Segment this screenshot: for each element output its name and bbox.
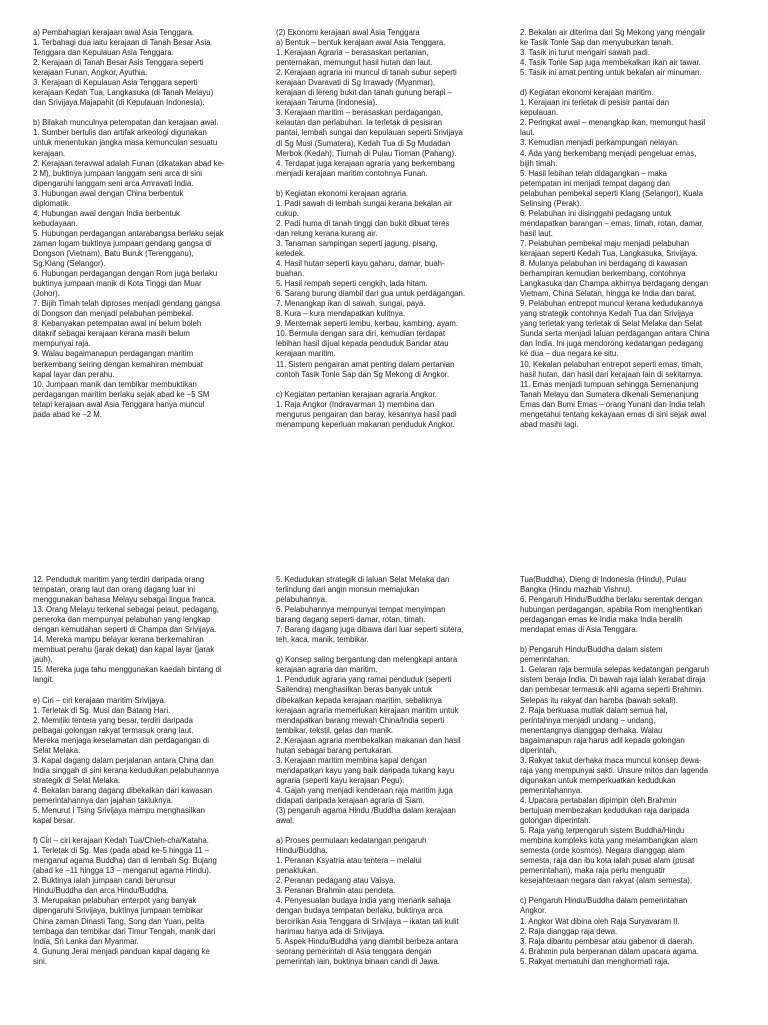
text-line: untuk menentukan jangka masa kemunculan sesuatu — [33, 138, 218, 148]
text-line: dipengaruhi Srivijaya, buktinya jumpaan tembikar — [33, 906, 203, 916]
text-line: semesta (orde kosmos). Negara dianggap alam — [520, 846, 685, 856]
text-line: 7. Barang dagang juga dibawa dari luar seperti sutera, — [276, 625, 464, 635]
text-line: 1. Padi sawah di lembah sungai kerana bekalan air — [276, 198, 453, 208]
text-line: 1. Kerajaan ini terletak di pesisir pantai dan — [520, 98, 670, 108]
text-line: 3. Kapal dagang dalam perjalanan antara China dan — [33, 755, 214, 765]
text-line: menganut agama Buddha) dan di lembah Sg. Bujang — [33, 856, 217, 866]
text-line: 5. Hasil rempah seperti cengkih, lada hitam. — [276, 279, 428, 289]
text-line: kesejahteraan negara dan rakyat (alam semesta). — [520, 876, 693, 886]
text-line: pemerintahan), maka raja perlu menguatir — [520, 866, 666, 876]
text-line: Mereka menjaga keselamatan dan perdagangan di — [33, 735, 209, 745]
text-line: laut. — [520, 128, 535, 138]
text-line: 4. Terdapat juga kerajaan agraria yang berkembang — [276, 158, 455, 168]
text-line: 1. Gelaran raja bermula selepas kedatangan pengaruh — [520, 665, 709, 675]
text-line: perintahnya menjadi undang – undang, — [520, 715, 656, 725]
text-line: raja yang mempunyai sakti. Unsure mitos dan lagenda — [520, 765, 709, 775]
text-line: 1. Peranan Ksyatria atau tentera – melalui — [276, 856, 422, 866]
paragraph — [276, 836, 504, 967]
text-line: dengan budaya tempatan berlaku, buktinya arca — [276, 906, 443, 916]
text-line: penternakan, memungut hasil hutan dan laut. — [276, 58, 433, 68]
paragraph — [33, 28, 261, 108]
text-line: (3) pengaruh agama Hindu /Buddha dalam kerajaan — [276, 806, 456, 816]
text-line: berkembang seiring dengan kemahiran membuat — [33, 359, 203, 369]
text-line: kepulauan. — [520, 108, 559, 118]
text-line: dibekalkan kepada kerajaan maritim, sebaliknya — [276, 695, 442, 705]
text-line: menjadi kerajaan maritim contohnya Funan. — [276, 168, 428, 178]
text-line: 5. Rakyat mematuhi dan menghormati raja. — [520, 956, 670, 966]
text-line: 2. Peranan pedagang atau Vaisya. — [276, 876, 396, 886]
text-line: di Dongson dan menjadi pelabuhan pembekal. — [33, 309, 194, 319]
text-line: teh, kaca, manik, tembikar. — [276, 635, 369, 645]
column-bottom-left — [33, 575, 261, 1025]
text-line: Langkasuka dan Champa akhirnya berdagang dengan — [520, 279, 709, 289]
text-line: 6. Pengaruh Hindu/Buddha berlaku serentak dengan — [520, 595, 703, 605]
text-line: Angkor. — [520, 906, 547, 916]
text-line: petempatan ini menjadi tempat dagang dan — [520, 178, 670, 188]
text-line: 11. Emas menjadi tumpuan sehingga Semenanjung — [520, 379, 699, 389]
text-line: 2. Padi huma di tanah tinggi dan bukit dibuat teres — [276, 218, 450, 228]
text-line: mendapatkan kayu yang baik daripada tukang kayu — [276, 765, 455, 775]
text-line: India, Sri Lanka dan Myanmar. — [33, 936, 139, 946]
text-line: bercirikan Asia Tenggara di Srivijaya – ikatan tali kulit — [276, 916, 459, 926]
text-line: mendapat emas di Asia Tenggara. — [520, 625, 638, 635]
text-line: 3. Raja dibantu pembesar atau gabenor di daerah. — [520, 936, 695, 946]
text-line: (Johor). — [33, 289, 60, 299]
text-line: zaman logam buktinya jumpaan gendang gangsa di — [33, 238, 212, 248]
text-line: pantai, lembah sungai dan kepulauan seperti Srivijaya — [276, 128, 463, 138]
text-line: kerajaan seperti Kedah Tua, Langkasuka, Srivijaya. — [520, 248, 698, 258]
text-line: pelbagai golongan rakyat termasuk orang laut. — [33, 725, 194, 735]
text-line: Hindu/Buddha dan arca Hindu/Buddha. — [33, 886, 169, 896]
text-line: peneroka dan mempunyai pelabuhan yang lengkap — [33, 615, 211, 625]
text-line: b) Bilakah munculnya petempatan dan kerajaan awal. — [33, 118, 219, 128]
paragraph — [520, 575, 748, 635]
text-line: mengetahui tentang kekayaan emas di sini sejak awal — [520, 409, 707, 419]
column-bottom-right — [520, 575, 748, 1025]
text-line: contoh Tasik Tonle Sap dan Sg Mekong di Angkor. — [276, 369, 450, 379]
text-line: Sailendra) menghasilkan beras banyak untuk — [276, 685, 433, 695]
text-line: kerajaan Funan, Angkor, Ayuthia. — [33, 68, 148, 78]
text-line: d) Kegiatan ekonomi kerajaan maritim. — [520, 88, 654, 98]
text-line: kerajaan di lereng bukit dan tanah gunung berapi – — [276, 88, 452, 98]
text-line: 10. Jumpaan manik dan tembikar membuktikan — [33, 379, 197, 389]
paragraph — [520, 28, 748, 78]
text-line: buahan. — [276, 269, 305, 279]
text-line: 1. Terbahagi dua iaitu kerajaan di Tanah Besar Asia — [33, 38, 211, 48]
text-line: 12. Penduduk maritim yang terdiri daripada orang — [33, 575, 205, 584]
paragraph — [520, 896, 748, 966]
text-line: 2. Memiliki tentera yang besar, terdiri daripada — [33, 715, 193, 725]
text-line: Tanah Melayu dan Sumatera dikenali Semenanjung — [520, 389, 699, 399]
text-line: tetapi kerajaan awal Asia Tenggara hanya muncul — [33, 399, 205, 409]
text-line: ke dua – dua negara ke situ. — [520, 349, 619, 359]
text-line: keledek. — [276, 248, 306, 258]
text-line: perdagangan emas ke India maka India beralih — [520, 615, 683, 625]
column-top-left — [33, 28, 261, 430]
text-line: perdagangan maritim berlaku sejak abad ke –5 SM — [33, 389, 210, 399]
text-line: diplomatik. — [33, 198, 71, 208]
text-line: 9. Walau bagaimanapun perdagangan maritim — [33, 349, 194, 359]
text-line: 5. Tasik ini amat penting untuk bekalan air minuman. — [520, 68, 702, 78]
text-line: kerajaan Kedah Tua, Langkasuka (di Tanah Melayu) — [33, 88, 214, 98]
paragraph — [276, 390, 504, 430]
text-line: golongan diperintah. — [520, 816, 591, 826]
text-line: kebudayaan. — [33, 218, 78, 228]
text-line: kerajaan maritim. — [276, 349, 336, 359]
text-line: 4. Upacara pertabalan dipimpin oleh Brahmin — [520, 795, 677, 805]
text-line: (abad ke –11 hingga 13 – menganut agama Hindu). — [33, 866, 212, 876]
paragraph — [276, 655, 504, 826]
text-line: Sg.Klang (Selangor). — [33, 259, 106, 269]
text-line: 13. Orang Melayu terkenal sebagai pelaut, pedagang, — [33, 605, 219, 615]
text-line: China zaman Dinasti Tang, Song dan Yuan, pelita — [33, 916, 205, 926]
text-line: pemerintahannya dan jajahan takluknya. — [33, 795, 174, 805]
text-line: 6. Pelabuhan ini disinggahi pedagang untuk — [520, 208, 672, 218]
text-line: 2. Kerajaan teravwal adalah Funan (dikatakan abad ke- — [33, 158, 225, 168]
text-line: abad masihi lagi. — [520, 419, 579, 429]
text-line: 3. Kemudian menjadi perkampungan nelayan. — [520, 138, 680, 148]
text-line: 3. Rakyat takut derhaka maca muncul konsep dewa- — [520, 755, 702, 765]
paragraph — [33, 118, 261, 419]
text-line: dan India. Ini juga mendorong kedatangan pedagang — [520, 339, 703, 349]
text-line: pemerintah lain, buktinya binaan candi di Jawa. — [276, 956, 440, 966]
text-line: kerajaan. — [33, 148, 66, 158]
paragraph — [520, 645, 748, 886]
text-line: Selinsing (Perak). — [520, 198, 582, 208]
text-line: e) Ciri – ciri kerajaan maritim Srivijaya. — [33, 695, 167, 705]
text-line: kerajaan agraria dan maritim. — [276, 665, 378, 675]
text-line: diperintah. — [520, 745, 557, 755]
text-line: kelautan dan perlabuhan. Ia terletak di pesisiran — [276, 118, 443, 128]
text-line: Dongson (Vietnam), Batu Buruk (Terengganu), — [33, 248, 194, 258]
text-line: semesta, raja dan ibu kota ialah pusat alam (pusat — [520, 856, 695, 866]
text-line: kapal layar dan perahu. — [33, 369, 115, 379]
text-line: mengurus pengairan dan baray, kesannya hasil padi — [276, 409, 457, 419]
text-line: 2. Buktinya ialah jumpaan candi berunsur — [33, 876, 177, 886]
paragraph — [276, 575, 504, 645]
text-line: 9. Menternak seperti lembu, kerbau, kambing, ayam. — [276, 319, 459, 329]
text-line: Vietnam, China Selatan, hingga ke India dan barat. — [520, 289, 697, 299]
text-line: menggunakan bahasa Melayu sebagai lingua franca. — [33, 595, 216, 605]
text-line: 2. Bekalan air diterima dari Sg Mekong yang mengalir — [520, 28, 706, 37]
text-line: c) Pengaruh Hindu/Buddha dalam pemerintahan — [520, 896, 688, 906]
text-line: hubungan perdagangan, apabila Rom menghentikan — [520, 605, 703, 615]
text-line: 4. Gunung Jerai menjadi panduan kapal dagang ke — [33, 946, 210, 956]
text-line: didapati daripada kerajaan agraria di Siam. — [276, 795, 425, 805]
text-line: berhampiran kemudian berkembang, contohnya — [520, 269, 686, 279]
text-line: 14. Mereka mampu belayar kerana berkemahiran — [33, 635, 204, 645]
text-line: kerajaan Taruma (Indonesia). — [276, 98, 378, 108]
text-line: a) Bentuk – bentuk kerajaan awal Asia Tenggara. — [276, 38, 446, 48]
text-line: Tua(Buddha), Dieng di Indonesia (Hindu), Pulau — [520, 575, 687, 584]
text-line: India singgah di sini kerana kedudukan pelabuhannya — [33, 765, 219, 775]
text-line: mendapatkan barang mewah China/India seperti — [276, 715, 445, 725]
text-line: pelabuhan pembekal seperti Klang (Selangor), Kuala — [520, 188, 703, 198]
paragraph — [276, 189, 504, 380]
text-line: menentangnya dianggap derhaka. Walau — [520, 725, 663, 735]
text-line: 2. Raja dianggap raja dewa. — [520, 926, 618, 936]
text-line: 3. Tanaman sampingan seperti jagung, pisang, — [276, 238, 438, 248]
text-line: ke Tasik Tonle Sap dan menyuburkan tanah. — [520, 38, 674, 48]
text-line: 3. Kerajaan maritim – berasaskan perdagangan, — [276, 108, 443, 118]
text-line: Merbok (Kedah), Tiumah di Pulau Tioman (Pahang). — [276, 148, 457, 158]
text-line: 7. Pelabuhan pembekal maju menjadi pelabuhan — [520, 238, 690, 248]
text-line: dan relung kerana kurang air. — [276, 228, 378, 238]
text-line: tembikar, tekstil, gelas dan manik. — [276, 725, 394, 735]
paragraph — [520, 88, 748, 430]
text-line: 2. Peringkat awal – menangkap ikan, memungut hasil — [520, 118, 706, 128]
text-line: 5. Menurut I Tsing Srivijaya mampu menghasilkan — [33, 806, 205, 816]
text-line: hasil hutan, dan hasil dari kerajaan lain di sekitarnya. — [520, 369, 703, 379]
text-line: 1. Terletak di Sg. Mas (pada abad ke-5 hingga 11 – — [33, 846, 210, 856]
text-line: 5. Kedudukan strategik di laluan Selat Melaka dan — [276, 575, 450, 584]
paragraph — [276, 28, 504, 179]
text-line: tempatan, orang laut dan orang dagang luar ini — [33, 585, 196, 595]
text-line: 3. Hubungan awal dengan China berbentuk — [33, 188, 184, 198]
text-line: Tenggara dan Kepulauan Asia Tenggara. — [33, 48, 174, 58]
text-line: 9. Pelabuhan entrepot muncul kerana kedudukannya — [520, 299, 703, 309]
text-line: 6. Pelabuhannya mempunyai tempat menyimpan — [276, 605, 446, 615]
text-line: jauh). — [33, 655, 53, 665]
text-line: 15. Mereka juga tahu menggunakan kaedah bintang di — [33, 665, 222, 675]
paragraph — [33, 575, 261, 686]
text-line: seorang pemerintah di Asia tenggara dengan — [276, 946, 432, 956]
text-line: penaklukan. — [276, 866, 319, 876]
text-line: 1. Sumber bertulis dan artifak arkeologi digunakan — [33, 128, 207, 138]
text-line: membina kompleks kota yang melambangkan alam — [520, 836, 698, 846]
paragraph — [33, 696, 261, 827]
text-line: 4. Penyesuaian budaya India yang menarik sahaja — [276, 896, 451, 906]
text-line: menampung keperluan makanan penduduk Angkor. — [276, 419, 455, 429]
text-line: a) Pembahagian kerajaan awal Asia Tenggara. — [33, 28, 195, 37]
text-line: 1. Kerajaan Agraria – berasaskan pertanian, — [276, 48, 429, 58]
text-line: 3. Tasik ini turut mengairi sawah padi. — [520, 48, 650, 58]
text-line: 8. Kebanyakan petempatan awal ini belum boleh — [33, 319, 202, 329]
text-line: lebihan hasil dijual kepada penduduk Bandar atau — [276, 339, 449, 349]
text-line: 2. Raja berkuasa mutlak dalam semua hal, — [520, 705, 668, 715]
text-line: terlindung dari angin monsun memajukan — [276, 585, 420, 595]
text-line: 4. Ada yang berkembang menjadi pengeluar emas, — [520, 148, 697, 158]
text-line: 1. Raja Angkor (Indravarman 1) membina dan — [276, 399, 435, 409]
text-line: 2 M), buktinya jumpaan langgam seni arca di sini — [33, 168, 203, 178]
text-line: 4. Hasil hutan seperti kayu gaharu, damar, buah- — [276, 259, 445, 269]
text-line: dengan kemudahan seperti di Champa dan Srivijaya. — [33, 625, 217, 635]
text-line: 5. Hubungan perdagangan antarabangsa berlaku sejak — [33, 228, 224, 238]
text-line: di Sg Musi (Sumatera), Kedah Tua di Sg Mudadan — [276, 138, 451, 148]
text-line: 2. Kerajaan di Tanah Besar Asis Tenggara seperti — [33, 58, 204, 68]
text-line: hasil laut. — [520, 228, 553, 238]
text-line: kerajaan agraria memerlukan kerajaan maritim untuk — [276, 705, 459, 715]
text-line: pelabuhannya. — [276, 595, 328, 605]
text-line: yang strategik contohnya Kedah Tua dan Srivijaya — [520, 309, 694, 319]
text-line: dan pembesar termasuk ahli agama seperti Brahmin. — [520, 685, 704, 695]
text-line: a) Proses permulaan kedatangan pengaruh — [276, 836, 427, 846]
text-line: ditakrif sebagai kerajaan kerana masih belum — [33, 329, 190, 339]
text-line: dan Srivijaya.Majapahit (di Kepulauan Indonesia). — [33, 98, 205, 108]
text-line: yang terletak yang terletak di Selat Melaka dan Selat — [520, 319, 703, 329]
text-line: 2. Kerajaan agraria ini muncul di tanah subur seperti — [276, 68, 457, 78]
text-line: pada abad ke –2 M. — [33, 409, 102, 419]
text-line: (2) Ekonomi kerajaan awal Asia Tenggara — [276, 28, 420, 37]
text-line: bertujuan membezakan kedudukan raja daripada — [520, 806, 690, 816]
text-line: hutan sebagai barang pertukaran. — [276, 745, 394, 755]
text-line: kapal besar. — [33, 816, 76, 826]
text-line: 4. Tasik Tonle Sap juga membekalkan ikan air tawar. — [520, 58, 701, 68]
text-line: bagaimanapun raja harus adil kepada golongan — [520, 735, 685, 745]
text-line: b) Pengaruh Hindu/Buddha dalam sistem — [520, 645, 663, 655]
text-line: 11. Sistem pengairan amat penting dalam pertanian — [276, 359, 455, 369]
text-line: cukup. — [276, 208, 299, 218]
text-line: 6. Hubungan perdagangan dengan Rom juga berlaku — [33, 269, 218, 279]
text-line: Sunda serta menjadi laluan perdagangan antara China — [520, 329, 710, 339]
text-line: kerajaan Dvaravati di Sg Irrawady (Myanmar), — [276, 78, 436, 88]
text-line: langit. — [33, 675, 54, 685]
text-line: sistem beraja India. Di bawah raja ialah kerabat diraja — [520, 675, 706, 685]
text-line: mendapatkan barangan – emas, timah, rotan, damar, — [520, 218, 704, 228]
text-line: membuat perahu (jarak dekat) dan kapal layar (jarak — [33, 645, 215, 655]
text-line: 6. Sarang burung diambil dari gua untuk perdagangan. — [276, 289, 465, 299]
text-line: harimau hanya ada di Srivijaya. — [276, 926, 385, 936]
column-top-middle — [276, 28, 504, 440]
text-line: 1. Penduduk agraria yang ramai penduduk (seperti — [276, 675, 452, 685]
text-line: digunakan untuk memperkuatkan kedudukan — [520, 775, 676, 785]
text-line: Hindu/Buddha. — [276, 846, 328, 856]
text-line: 3. Merupakan pelabuhan enterpot yang banyak — [33, 896, 197, 906]
text-line: 1. Terletak di Sg. Musi dan Batang Hari. — [33, 705, 171, 715]
text-line: 5. Aspek Hindu/Buddha yang diambil berbeza antara — [276, 936, 459, 946]
text-line: 3. Kerajaan maritim membina kapal dengan — [276, 755, 427, 765]
text-line: Bangka (Hindu mazhab Vishnu). — [520, 585, 633, 595]
column-top-right — [520, 28, 748, 440]
text-line: sini. — [33, 956, 47, 966]
text-line: 5. Hasil lebihan telah didagangkan – maka — [520, 168, 667, 178]
text-line: barang dagang seperti damar, rotan, timah. — [276, 615, 426, 625]
text-line: c) Kegiatan pertanian kerajaan agraria Angkor. — [276, 389, 437, 399]
text-line: g) Konsep saling bergantung dan melengkapi antara — [276, 655, 458, 665]
text-line: strategik di Selat Melaka. — [33, 775, 121, 785]
column-bottom-middle — [276, 575, 504, 1025]
text-line: tembaga dan tembikar dari Timur Tengah, manik dari — [33, 926, 216, 936]
text-line: 10. Bermula dengan sara diri, kemudian terdapat — [276, 329, 446, 339]
text-line: agraria (seperti kayu kerajaan Pegu). — [276, 775, 405, 785]
text-line: dipengaruhi langgam seni arca Amravati India. — [33, 178, 194, 188]
text-line: buktinya jumpaan manik di Kota Tinggi dan Muar — [33, 279, 202, 289]
text-line: 5. Raja yang terpengaruh sistem Buddha/Hindu — [520, 826, 685, 836]
text-line: 8. Mulanya pelabuhan ini berdagang di kawasan — [520, 259, 688, 269]
text-line: 8. Kura – kura mendapatkan kulitnya. — [276, 309, 406, 319]
text-line: 2. Kerajaan agraria membekalkan makanan dan hasil — [276, 735, 461, 745]
text-line: 1. Angkor Wat dibina oleh Raja Suryavaram II. — [520, 916, 680, 926]
text-line: mempunyai raja. — [33, 339, 91, 349]
text-line: Selat Melaka. — [33, 745, 81, 755]
text-line: 4. Brahmin pula berperanan dalam upacara agama. — [520, 946, 699, 956]
text-line: 4. Bekalan barang dagang dibekalkan dari kawasan — [33, 785, 213, 795]
text-line: 3. Peranan Brahmin atau pendeta. — [276, 886, 396, 896]
text-line: pemerintahan. — [520, 655, 570, 665]
text-line: 4. Gajah yang menjadi kenderaan raja maritim juga — [276, 785, 453, 795]
text-line: Selepas itu rakyat dan hamba (bawah sekali). — [520, 695, 678, 705]
text-line: Emas dan Bumi Emas – orang Yunani dan India telah — [520, 399, 705, 409]
text-line: f) Ciri – ciri kerajaan Kedah Tua/Chieh-cha/Kataha. — [33, 836, 209, 846]
text-line: awal. — [276, 816, 295, 826]
text-line: 7. Menangkap ikan di sawah, sungai, paya. — [276, 299, 426, 309]
text-line: 4. Hubungan awal dengan India berbentuk — [33, 208, 180, 218]
text-line: 3. Kerajaan di Kepulauan Asia Tenggara seperti — [33, 78, 198, 88]
text-line: pemerintahannya. — [520, 785, 583, 795]
text-line: bijih timah. — [520, 158, 558, 168]
text-line: b) Kegiatan ekonomi kerajaan agraria. — [276, 188, 409, 198]
text-line: 7. Bijih Timah telah diproses menjadi gendang gangsa — [33, 299, 221, 309]
paragraph — [33, 836, 261, 967]
text-line: 10. Kekalan pelabuhan entrepot seperti emas, timah, — [520, 359, 703, 369]
